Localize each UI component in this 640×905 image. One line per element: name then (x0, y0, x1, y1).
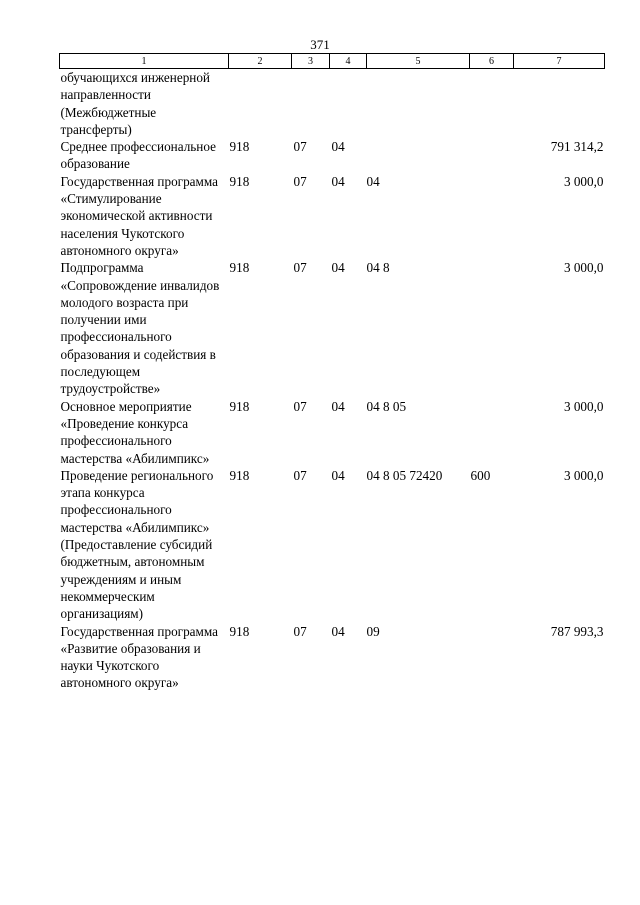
column-header-4: 4 (330, 54, 367, 69)
row-amount: 791 314,2 (550, 139, 604, 155)
row-amount: 3 000,0 (563, 260, 604, 276)
row-amount: 3 000,0 (563, 173, 604, 189)
row-expense-type: 600 (470, 467, 491, 483)
row-name: Проведение регионального этапа конкурса профессионального мастерства «Абилимпикс» (Предоставление субсидий бюджетным, автономным учреждениям и иным некоммерческим организациям) (60, 467, 214, 622)
column-header-6: 6 (470, 54, 514, 69)
table-row (60, 259, 605, 397)
row-ministry-code: 918 (229, 260, 250, 276)
page-number: 371 (310, 37, 330, 52)
row-subsection-code: 04 (331, 173, 345, 189)
row-section-code: 07 (293, 398, 307, 414)
row-target-code: 04 8 (366, 260, 390, 276)
row-name: обучающихся инженерной направленности (Межбюджетные трансферты) (60, 70, 210, 137)
row-target-code (367, 138, 470, 173)
row-subsection-code: 04 (331, 623, 345, 639)
table-row (60, 467, 605, 623)
row-subsection-code: 04 (331, 398, 345, 414)
row-name: Среднее профессиональное образование (60, 139, 216, 172)
row-subsection-code: 04 (331, 139, 345, 155)
row-ministry-code: 918 (229, 139, 250, 155)
row-amount: 3 000,0 (563, 467, 604, 483)
row-target-code: 09 (366, 623, 380, 639)
row-target-code (367, 69, 470, 139)
table-header-row (60, 54, 605, 69)
row-ministry-code: 918 (229, 398, 250, 414)
row-target-code: 04 (366, 173, 380, 189)
row-ministry-code: 918 (229, 623, 250, 639)
row-section-code (292, 69, 330, 139)
table-row (60, 623, 605, 692)
table-row (60, 138, 605, 173)
row-section-code: 07 (293, 139, 307, 155)
row-section-code: 07 (293, 623, 307, 639)
row-section-code: 07 (293, 173, 307, 189)
column-header-7: 7 (514, 54, 605, 69)
column-header-3: 3 (292, 54, 330, 69)
row-expense-type (470, 398, 514, 467)
row-expense-type (470, 623, 514, 692)
row-expense-type (470, 138, 514, 173)
row-expense-type (470, 173, 514, 259)
table-row (60, 398, 605, 467)
row-amount: 3 000,0 (563, 398, 604, 414)
column-header-5: 5 (367, 54, 470, 69)
row-subsection-code: 04 (331, 467, 345, 483)
row-subsection-code (330, 69, 367, 139)
row-ministry-code: 918 (229, 173, 250, 189)
row-amount (514, 69, 605, 139)
table-row (60, 173, 605, 259)
row-ministry-code (229, 69, 292, 139)
row-subsection-code: 04 (331, 260, 345, 276)
column-header-2: 2 (229, 54, 292, 69)
row-name: Основное мероприятие «Проведение конкурса профессионального мастерства «Абилимпикс» (60, 398, 210, 466)
row-ministry-code: 918 (229, 467, 250, 483)
row-target-code: 04 8 05 72420 (366, 467, 443, 483)
row-target-code: 04 8 05 (366, 398, 407, 414)
row-amount: 787 993,3 (550, 623, 604, 639)
row-name: Подпрограмма «Сопровождение инвалидов молодого возраста при получении ими профессионального образования и содействия в последующем трудоустройстве» (60, 260, 220, 397)
row-section-code: 07 (293, 260, 307, 276)
column-header-1: 1 (60, 54, 229, 69)
row-name: Государственная программа «Развитие образования и науки Чукотского автономного округа» (60, 623, 218, 691)
table-row (60, 69, 605, 139)
row-expense-type (470, 69, 514, 139)
row-section-code: 07 (293, 467, 307, 483)
row-name: Государственная программа «Стимулирование экономической активности населения Чукотского автономного округа» (60, 173, 218, 258)
budget-table (59, 53, 605, 692)
row-expense-type (470, 259, 514, 397)
